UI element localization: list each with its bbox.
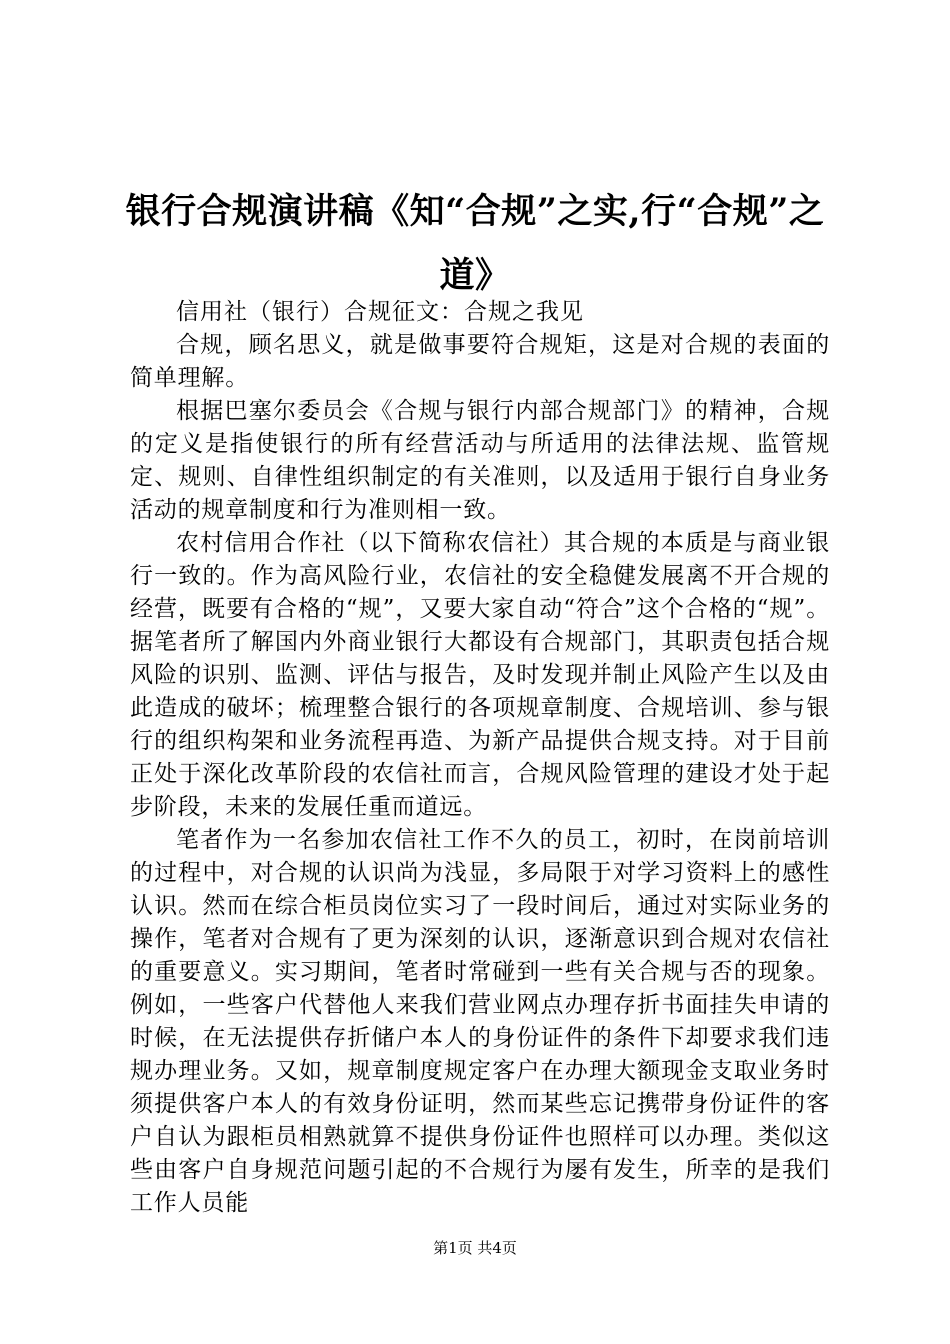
page-footer: 第1页 共4页 (433, 1239, 517, 1257)
document-title: 银行合规演讲稿《知“合规”之实,行“合规”之道》 (125, 191, 825, 296)
paragraph-subtitle: 信用社（银行）合规征文：合规之我见 (176, 299, 584, 325)
paragraph-1: 合规，顾名思义，就是做事要符合规矩，这是对合规的表面的简单理解。 (130, 332, 830, 391)
paragraph-4: 笔者作为一名参加农信社工作不久的员工，初时，在岗前培训的过程中，对合规的认识尚为浅显，多局限于对学习资料上的感性认识。然而在综合柜员岗位实习了一段时间后，通过对实际业务的操作，笔者对合规有了更为深刻的认识，逐渐意识到合规对农信社的重要意义。实习期间，笔者时常碰到一些有关合规与否的现象。例如，一些客户代替他人来我们营业网点办理存折书面挂失申请的时候，在无法提供存折储户本人的身份证件的条件下却要求我们违规办理业务。又如，规章制度规定客户在办理大额现金支取业务时须提供客户本人的有效身份证明，然而某些忘记携带身份证件的客户自认为跟柜员相熟就算不提供身份证件也照样可以办理。类似这些由客户自身规范问题引起的不合规行为屡有发生，所幸的是我们工作人员能 (130, 827, 830, 1216)
paragraph-2: 根据巴塞尔委员会《合规与银行内部合规部门》的精神，合规的定义是指使银行的所有经营活动与所适用的法律法规、监管规定、规则、自律性组织制定的有关准则，以及适用于银行自身业务活动的规章制度和行为准则相一致。 (130, 398, 830, 523)
paragraph-3: 农村信用合作社（以下简称农信社）其合规的本质是与商业银行一致的。作为高风险行业，农信社的安全稳健发展离不开合规的经营，既要有合格的“规”，又要大家自动“符合”这个合格的“规”。据笔者所了解国内外商业银行大都设有合规部门，其职责包括合规风险的识别、监测、评估与报告，及时发现并制止风险产生以及由此造成的破坏；梳理整合银行的各项规章制度、合规培训、参与银行的组织构架和业务流程再造、为新产品提供合规支持。对于目前正处于深化改革阶段的农信社而言，合规风险管理的建设才处于起步阶段，未来的发展任重而道远。 (130, 530, 830, 820)
document-body (130, 296, 830, 1220)
